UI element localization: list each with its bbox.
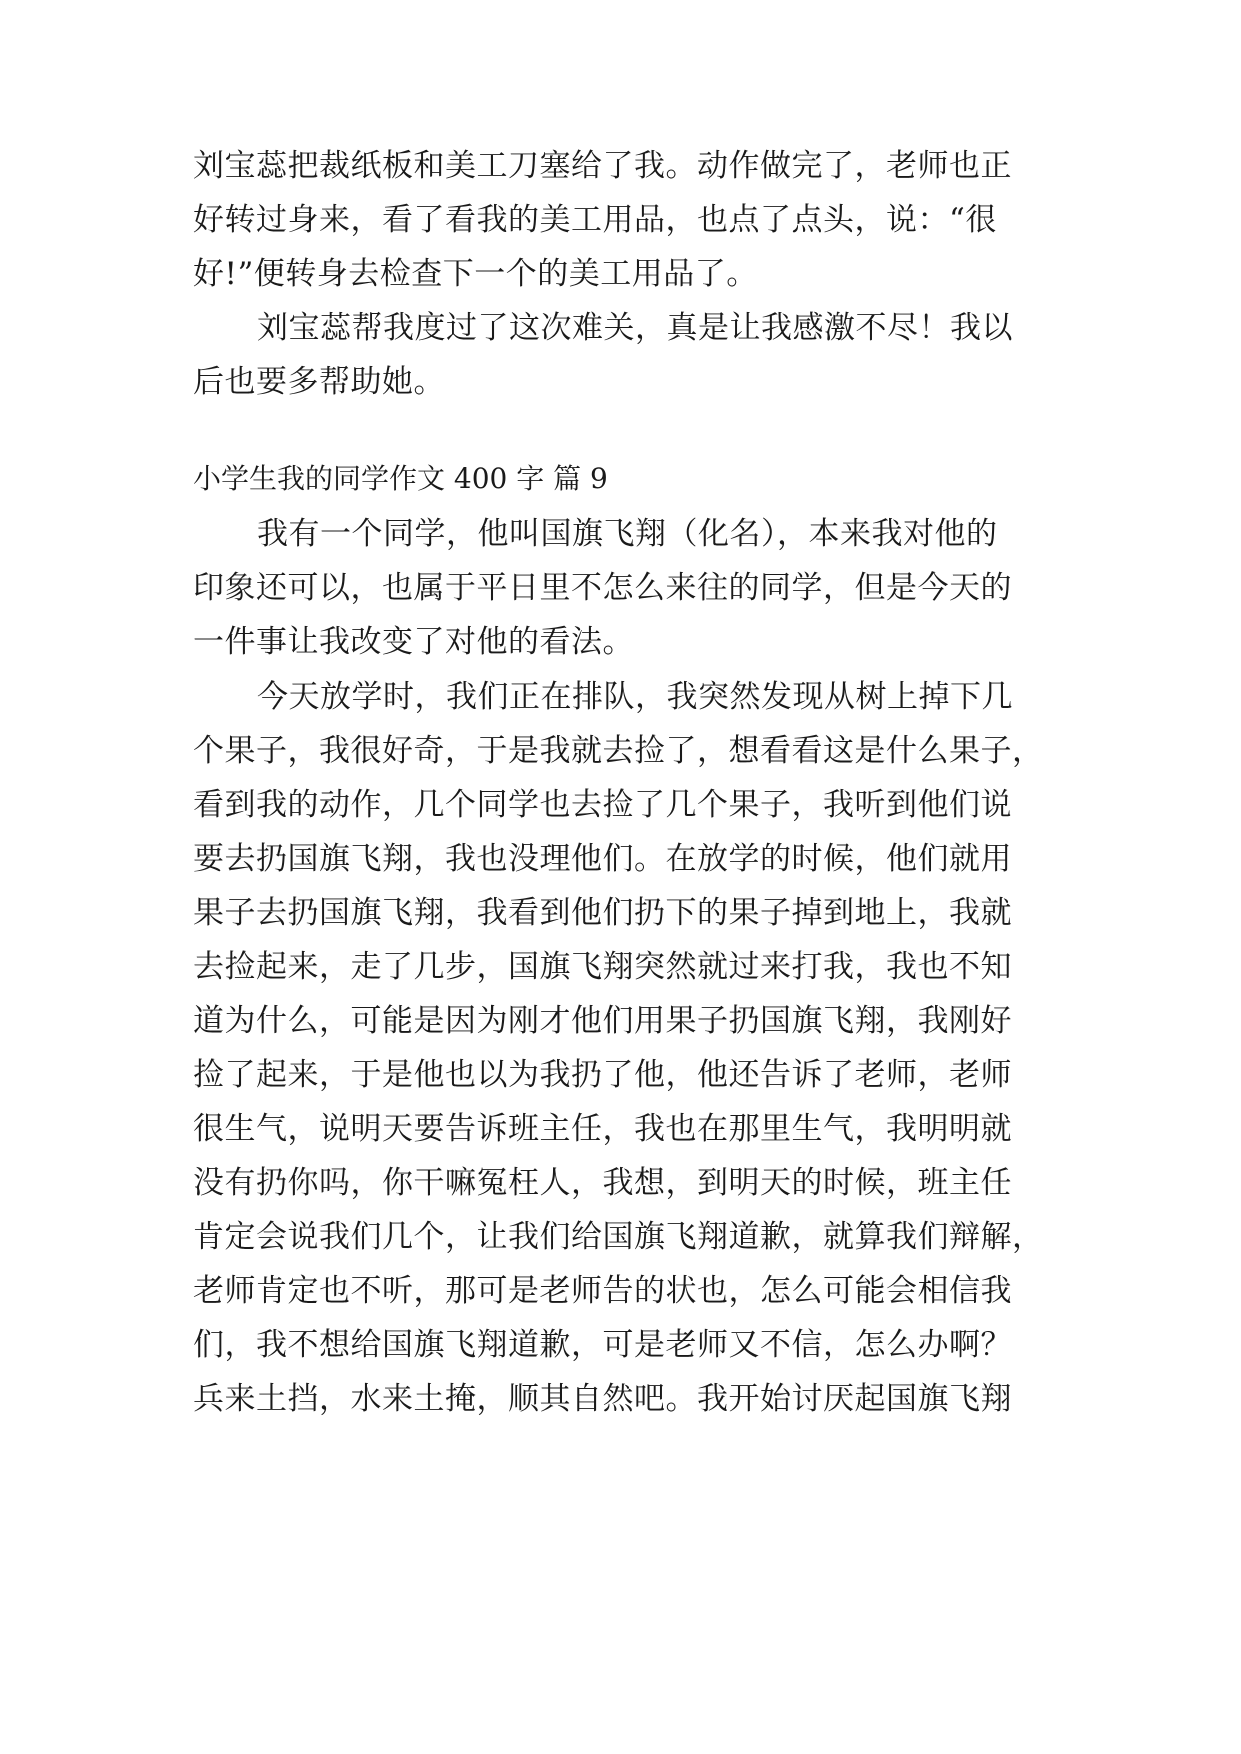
text-line: 看到我的动作，几个同学也去捡了几个果子，我听到他们说: [193, 787, 1012, 823]
text-line: 很生气，说明天要告诉班主任，我也在那里生气，我明明就: [193, 1111, 1012, 1147]
text-line: 后也要多帮助她。: [193, 364, 445, 400]
text-line: 去捡起来，走了几步，国旗飞翔突然就过来打我，我也不知: [193, 949, 1012, 985]
text-line: 肯定会说我们几个，让我们给国旗飞翔道歉，就算我们辩解，: [193, 1219, 1044, 1255]
text-line: 要去扔国旗飞翔，我也没理他们。在放学的时候，他们就用: [193, 841, 1012, 877]
text-line: 好转过身来，看了看我的美工用品，也点了点头，说：“很: [193, 202, 997, 238]
text-line: 刘宝蕊把裁纸板和美工刀塞给了我。动作做完了，老师也正: [193, 148, 1012, 184]
text-line: 一件事让我改变了对他的看法。: [193, 624, 634, 660]
text-line: 兵来土挡，水来土掩，顺其自然吧。我开始讨厌起国旗飞翔: [193, 1381, 1012, 1417]
text-line: 捡了起来，于是他也以为我扔了他，他还告诉了老师，老师: [193, 1057, 1012, 1093]
text-line: 印象还可以，也属于平日里不怎么来往的同学，但是今天的: [193, 570, 1012, 606]
text-line: 今天放学时，我们正在排队，我突然发现从树上掉下几: [257, 679, 1013, 715]
text-line: 刘宝蕊帮我度过了这次难关，真是让我感激不尽！我以: [257, 310, 1013, 346]
text-line: 果子去扔国旗飞翔，我看到他们扔下的果子掉到地上，我就: [193, 895, 1012, 931]
text-line: 们，我不想给国旗飞翔道歉，可是老师又不信，怎么办啊？: [193, 1327, 1012, 1363]
text-line: 老师肯定也不听，那可是老师告的状也，怎么可能会相信我: [193, 1273, 1012, 1309]
text-line: 我有一个同学，他叫国旗飞翔（化名），本来我对他的: [257, 516, 998, 552]
text-line: 个果子，我很好奇，于是我就去捡了，想看看这是什么果子，: [193, 733, 1044, 769]
text-line: 道为什么，可能是因为刚才他们用果子扔国旗飞翔，我刚好: [193, 1003, 1012, 1039]
text-line: 没有扔你吗，你干嘛冤枉人，我想，到明天的时候，班主任: [193, 1165, 1012, 1201]
text-line: 好!”便转身去检查下一个的美工用品了。: [193, 256, 758, 292]
section-title: 小学生我的同学作文 400 字 篇 9: [193, 462, 608, 495]
